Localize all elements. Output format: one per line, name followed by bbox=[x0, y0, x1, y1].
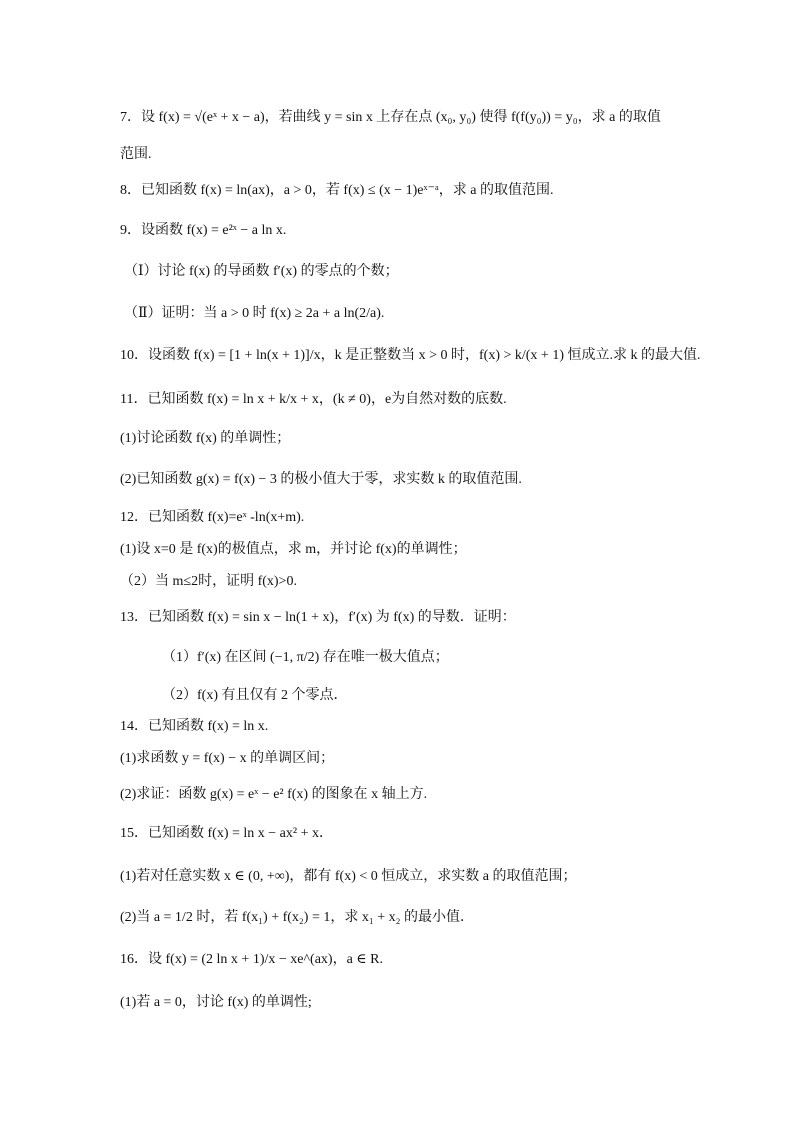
problem-8: 8．已知函数 f(x) = ln(ax)，a > 0，若 f(x) ≤ (x − 1)eˣ⁻ᵃ，求 a 的取值范围. bbox=[120, 183, 554, 198]
problem-9-part-2: （Ⅱ）证明：当 a > 0 时 f(x) ≥ 2a + a ln(2/a). bbox=[124, 306, 385, 321]
problem-9-part-1: （Ⅰ）讨论 f(x) 的导函数 f′(x) 的零点的个数； bbox=[124, 264, 399, 279]
problem-15-part-1: (1)若对任意实数 x ∈ (0, +∞)，都有 f(x) < 0 恒成立，求实数 a 的取值范围； bbox=[120, 869, 577, 884]
problem-12: 12．已知函数 f(x)=eˣ -ln(x+m). bbox=[120, 510, 305, 525]
problem-13-part-2: （2）f(x) 有且仅有 2 个零点． bbox=[162, 688, 348, 703]
problem-11-part-1: (1)讨论函数 f(x) 的单调性； bbox=[120, 431, 291, 446]
problem-9: 9．设函数 f(x) = e²ˣ − a ln x. bbox=[120, 223, 287, 238]
problem-15-part-2: (2)当 a = 1/2 时，若 f(x₁) + f(x₂) = 1，求 x₁ + x₂ 的最小值． bbox=[120, 910, 475, 925]
problem-12-part-1: (1)设 x=0 是 f(x)的极值点，求 m，并讨论 f(x)的单调性； bbox=[120, 542, 467, 557]
problem-16: 16．设 f(x) = (2 ln x + 1)/x − xe^(ax)，a ∈ R. bbox=[120, 952, 384, 967]
problem-14-part-1: (1)求函数 y = f(x) − x 的单调区间； bbox=[120, 751, 335, 766]
problem-10: 10．设函数 f(x) = [1 + ln(x + 1)]/x，k 是正整数当 x > 0 时，f(x) > k/(x + 1) 恒成立.求 k 的最大值. bbox=[120, 348, 701, 363]
problem-16-part-1: (1)若 a = 0，讨论 f(x) 的单调性; bbox=[120, 995, 312, 1010]
problem-14: 14．已知函数 f(x) = ln x. bbox=[120, 719, 269, 734]
problem-12-part-2: （2）当 m≤2时，证明 f(x)>0. bbox=[120, 574, 297, 589]
problem-7-line-2: 范围. bbox=[120, 147, 152, 162]
problem-15: 15．已知函数 f(x) = ln x − ax² + x． bbox=[120, 826, 333, 841]
problem-7-line-1: 7．设 f(x) = √(eˣ + x − a)，若曲线 y = sin x 上存在点 (x₀, y₀) 使得 f(f(y₀)) = y₀，求 a 的取值 bbox=[120, 110, 661, 125]
problem-13-part-1: （1）f′(x) 在区间 (−1, π/2) 存在唯一极大值点； bbox=[162, 650, 449, 665]
problem-13: 13．已知函数 f(x) = sin x − ln(1 + x)，f′(x) 为 f(x) 的导数．证明： bbox=[120, 610, 516, 625]
problem-14-part-2: (2)求证：函数 g(x) = eˣ − e² f(x) 的图象在 x 轴上方. bbox=[120, 787, 428, 802]
problem-11-part-2: (2)已知函数 g(x) = f(x) − 3 的极小值大于零，求实数 k 的取值范围. bbox=[120, 472, 522, 487]
problem-11: 11．已知函数 f(x) = ln x + k/x + x，(k ≠ 0)，e为自然对数的底数. bbox=[120, 392, 507, 407]
